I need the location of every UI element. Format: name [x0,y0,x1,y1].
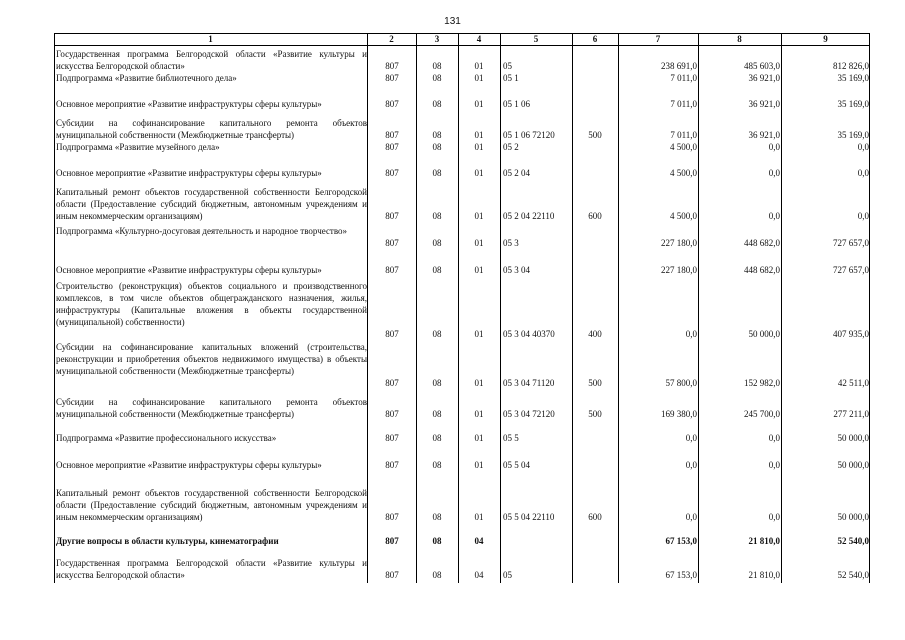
header-col-9: 9 [823,34,828,44]
row-cell-c8: 36 921,0 [748,73,780,83]
row-cell-c3: 08 [432,130,442,140]
row-cell-c8: 448 682,0 [744,265,780,275]
row-cell-c7: 0,0 [685,512,697,522]
row-cell-c5: 05 1 06 [503,99,530,109]
row-description: Капитальный ремонт объектов государственной собственности Белгородской области (Предоставление субсидий бюджетным, автономным учреждениям и иным некоммерческим организациям) [56,187,367,221]
row-cell-c7: 169 380,0 [661,409,697,419]
row-cell-c3: 08 [432,433,442,443]
row-cell-c2: 807 [385,211,399,221]
header-col-1: 1 [208,34,213,44]
row-cell-c3: 08 [432,512,442,522]
row-cell-c6: 400 [588,329,602,339]
row-description: Основное мероприятие «Развитие инфраструктуры сферы культуры» [56,460,322,470]
row-cell-c5: 05 [503,570,512,580]
header-col-4: 4 [476,34,482,44]
row-cell-c3: 08 [432,73,442,83]
row-cell-c9: 812 826,0 [833,61,869,71]
row-cell-c8: 0,0 [768,433,780,443]
row-cell-c5: 05 3 04 71120 [503,378,555,388]
row-cell-c9: 35 169,0 [837,99,869,109]
row-cell-c9: 727 657,0 [833,238,869,248]
row-cell-c2: 807 [385,378,399,388]
row-cell-c7: 227 180,0 [661,238,697,248]
column-divider [458,33,459,583]
row-cell-c4: 01 [474,168,484,178]
row-cell-c9: 0,0 [857,168,869,178]
row-description: Государственная программа Белгородской области «Развитие культуры и искусства Белгородской области» [56,558,367,580]
column-divider [500,33,501,583]
row-cell-c3: 08 [432,536,442,546]
row-description: Другие вопросы в области культуры, кинематографии [56,536,279,546]
row-cell-c2: 807 [385,130,399,140]
row-cell-c4: 04 [474,536,484,546]
row-cell-c2: 807 [385,142,399,152]
row-cell-c6: 500 [588,378,602,388]
row-cell-c2: 807 [385,570,399,580]
row-cell-c5: 05 3 [503,238,519,248]
row-cell-c3: 08 [432,329,442,339]
row-cell-c5: 05 5 [503,433,519,443]
row-cell-c9: 50 000,0 [837,460,869,470]
row-cell-c7: 0,0 [685,460,697,470]
row-cell-c2: 807 [385,460,399,470]
row-cell-c4: 01 [474,329,484,339]
row-description: Подпрограмма «Культурно-досуговая деятельность и народное творчество» [56,226,348,236]
row-cell-c3: 08 [432,99,442,109]
row-cell-c5: 05 1 06 72120 [503,130,555,140]
row-cell-c7: 0,0 [685,329,697,339]
row-cell-c8: 0,0 [768,512,780,522]
row-cell-c4: 01 [474,99,484,109]
row-cell-c2: 807 [385,536,399,546]
row-cell-c9: 50 000,0 [837,512,869,522]
row-cell-c8: 0,0 [768,211,780,221]
row-cell-c5: 05 [503,61,512,71]
row-cell-c2: 807 [385,329,399,339]
row-cell-c7: 7 011,0 [670,99,697,109]
row-cell-c7: 67 153,0 [665,570,697,580]
row-cell-c8: 0,0 [768,460,780,470]
column-divider [781,33,782,583]
row-cell-c7: 4 500,0 [670,142,697,152]
row-cell-c8: 21 810,0 [748,536,780,546]
row-description: Подпрограмма «Развитие библиотечного дела» [56,73,237,83]
row-cell-c4: 01 [474,433,484,443]
row-cell-c2: 807 [385,433,399,443]
header-col-7: 7 [655,34,661,44]
row-cell-c9: 35 169,0 [837,130,869,140]
row-cell-c7: 4 500,0 [670,168,697,178]
row-cell-c2: 807 [385,512,399,522]
row-description: Субсидии на софинансирование капитальных вложений (строительства, реконструкции и приобретения объектов недвижимого имущества) в объекты муниципальной собственности (Межбюджетные трансферты) [56,342,367,376]
row-description: Государственная программа Белгородской области «Развитие культуры и искусства Белгородской области» [56,49,367,71]
column-divider [416,33,417,583]
row-cell-c8: 0,0 [768,168,780,178]
row-cell-c7: 4 500,0 [670,211,697,221]
row-cell-c7: 67 153,0 [665,536,697,546]
row-description: Капитальный ремонт объектов государственной собственности Белгородской области (Предоставление субсидий бюджетным, автономным учреждениям и иным некоммерческим организациям) [56,488,367,522]
row-cell-c3: 08 [432,142,442,152]
header-col-2: 2 [389,34,394,44]
row-cell-c6: 500 [588,130,602,140]
row-cell-c4: 04 [474,570,484,580]
row-cell-c3: 08 [432,265,442,275]
row-cell-c8: 245 700,0 [744,409,780,419]
row-cell-c2: 807 [385,61,399,71]
header-col-3: 3 [434,34,440,44]
row-cell-c7: 7 011,0 [670,73,697,83]
column-divider [618,33,619,583]
row-cell-c2: 807 [385,168,399,178]
row-cell-c3: 08 [432,168,442,178]
row-cell-c8: 448 682,0 [744,238,780,248]
row-cell-c5: 05 3 04 40370 [503,329,555,339]
row-description: Строительство (реконструкция) объектов социального и производственного комплексов, в том числе объектов общегражданского назначения, жилья, инфраструктуры (Капитальные вложения в объекты государственной (муниципальной) собственности) [56,281,367,327]
row-cell-c2: 807 [385,265,399,275]
row-cell-c2: 807 [385,238,399,248]
header-divider [54,45,870,46]
row-cell-c3: 08 [432,570,442,580]
header-col-6: 6 [592,34,598,44]
row-cell-c8: 0,0 [768,142,780,152]
row-cell-c2: 807 [385,73,399,83]
row-description: Подпрограмма «Развитие музейного дела» [56,142,220,152]
row-cell-c3: 08 [432,378,442,388]
column-divider [367,33,368,583]
row-cell-c5: 05 3 04 72120 [503,409,555,419]
row-cell-c4: 01 [474,61,484,71]
row-cell-c8: 50 000,0 [748,329,780,339]
row-cell-c4: 01 [474,409,484,419]
row-cell-c8: 21 810,0 [748,570,780,580]
row-cell-c6: 500 [588,409,602,419]
row-cell-c7: 57 800,0 [665,378,697,388]
row-cell-c4: 01 [474,73,484,83]
row-cell-c9: 35 169,0 [837,73,869,83]
row-cell-c8: 36 921,0 [748,130,780,140]
row-cell-c4: 01 [474,512,484,522]
row-cell-c7: 227 180,0 [661,265,697,275]
row-cell-c9: 0,0 [857,211,869,221]
row-cell-c4: 01 [474,142,484,152]
row-cell-c4: 01 [474,130,484,140]
row-cell-c6: 600 [588,211,602,221]
header-col-8: 8 [737,34,742,44]
row-cell-c4: 01 [474,460,484,470]
row-cell-c4: 01 [474,378,484,388]
page-number: 131 [444,16,461,27]
row-cell-c7: 7 011,0 [670,130,697,140]
header-col-5: 5 [533,34,539,44]
row-cell-c2: 807 [385,99,399,109]
row-cell-c9: 52 540,0 [837,536,869,546]
row-cell-c6: 600 [588,512,602,522]
row-cell-c8: 152 982,0 [744,378,780,388]
row-cell-c8: 36 921,0 [748,99,780,109]
row-cell-c5: 05 3 04 [503,265,530,275]
row-cell-c9: 277 211,0 [833,409,869,419]
row-cell-c5: 05 2 [503,142,519,152]
row-cell-c5: 05 2 04 [503,168,530,178]
row-cell-c2: 807 [385,409,399,419]
row-cell-c9: 50 000,0 [837,433,869,443]
row-cell-c3: 08 [432,460,442,470]
row-cell-c8: 485 603,0 [744,61,780,71]
row-cell-c9: 0,0 [857,142,869,152]
row-cell-c4: 01 [474,265,484,275]
column-divider [698,33,699,583]
row-description: Подпрограмма «Развитие профессионального искусства» [56,433,277,443]
row-description: Основное мероприятие «Развитие инфраструктуры сферы культуры» [56,168,322,178]
row-description: Субсидии на софинансирование капитального ремонта объектов муниципальной собственности (Межбюджетные трансферты) [56,397,367,419]
row-cell-c3: 08 [432,61,442,71]
row-cell-c4: 01 [474,211,484,221]
row-cell-c9: 42 511,0 [837,378,869,388]
row-cell-c9: 727 657,0 [833,265,869,275]
row-cell-c7: 238 691,0 [661,61,697,71]
row-cell-c3: 08 [432,211,442,221]
row-cell-c5: 05 5 04 22110 [503,512,555,522]
row-cell-c5: 05 5 04 [503,460,530,470]
row-cell-c9: 407 935,0 [833,329,869,339]
row-description: Субсидии на софинансирование капитального ремонта объектов муниципальной собственности (Межбюджетные трансферты) [56,118,367,140]
row-description: Основное мероприятие «Развитие инфраструктуры сферы культуры» [56,265,322,275]
row-cell-c9: 52 540,0 [837,570,869,580]
column-divider [572,33,573,583]
row-cell-c4: 01 [474,238,484,248]
row-cell-c3: 08 [432,238,442,248]
row-cell-c5: 05 2 04 22110 [503,211,555,221]
row-cell-c7: 0,0 [685,433,697,443]
row-description: Основное мероприятие «Развитие инфраструктуры сферы культуры» [56,99,322,109]
row-cell-c5: 05 1 [503,73,519,83]
row-cell-c3: 08 [432,409,442,419]
